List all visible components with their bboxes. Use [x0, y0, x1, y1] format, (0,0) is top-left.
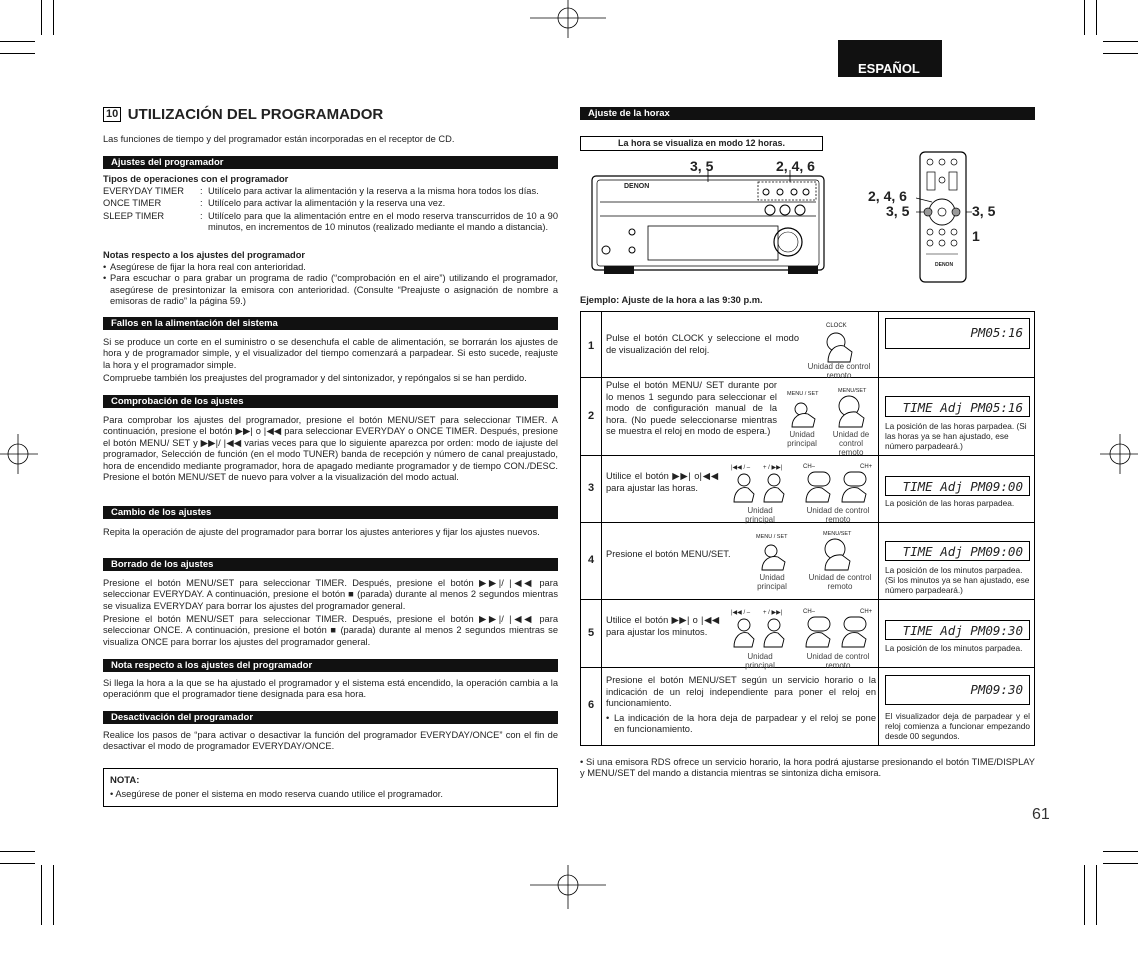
step-number: 5	[587, 627, 595, 639]
btn-label-chplus: CH+	[860, 464, 873, 470]
step-text: Pulse el botón CLOCK y seleccione el modo de visualización del reloj.	[606, 333, 799, 355]
ajuste-hora-header: Ajuste de la horax	[580, 107, 1035, 120]
lcd-display: TIME Adj PM09:30	[885, 620, 1030, 640]
borrado-text-2: Presione el botón MENU/SET para seleccionar TIMER. Después, presione el botón ▶▶|/ |◀◀ para seleccionar ONCE. A continuación, presione el botón ■ (parada) durante al menos 2 segundos mientras se visualiza ONCE para borrar los ajustes del programador general.	[103, 614, 558, 647]
comprobacion-text: Para comprobar los ajustes del programador, presione el botón MENU/SET para seleccionar TIMER. A continuación, presione el botón ▶▶| o |◀◀ para seleccionar EVERYDAY o ONCE TIMER. Después, presione el botón MENU/ SET y ▶▶|/ |◀◀ varias veces para que lo siguiente aparezca por orden: modo de iajuste del programador, Selección de función (en el modo TUNER) banda de recepción y número de canal preajustado, hora de encendido mediante programador, hora de apagado mediante programador y de tiempo CON./DESC. Presione el botón MENU/SET de nuevo para volver a la visualización del modo actual.	[103, 415, 558, 483]
hand-press-clock-icon	[822, 330, 858, 364]
borrado-text-1: Presione el botón MENU/SET para seleccionar TIMER. Después, presione el botón ▶▶|/ |◀◀ para seleccionar EVERYDAY. A continuación, presione el botón ■ (parada) durante al menos 2 segundos mientras se visualiza EVERYDAY para borrar los ajustes del programador general.	[103, 578, 558, 611]
timer-types-list	[103, 186, 558, 234]
btn-label-prev-main: |◀◀ / –	[731, 610, 751, 616]
timer-type-colon: :	[200, 210, 203, 221]
example-title: Ejemplo: Ajuste de la hora a las 9:30 p.m.	[580, 295, 763, 305]
timer-type-name: EVERYDAY TIMER	[103, 186, 184, 196]
callout-unit-right: 2, 4, 6	[776, 158, 815, 174]
fallos-text-1: Si se produce un corte en el suministro o se desenchufa el cable de alimentación, se borrarán los ajustes de hora y de programador simple, y el visualizador del tiempo comenzará a parpadear. Si esto sucede, reajuste la hora y el programador simple.	[103, 337, 558, 370]
timer-type-colon: :	[200, 186, 203, 196]
brand-label: DENON	[624, 183, 650, 190]
nota-respecto-text: Si llega la hora a la que se ha ajustado el programador y el sistema está encendido, la operación cambia a la operaciónm que el programador tiene designada para esa hora.	[103, 678, 558, 700]
timer-type-desc: Utilícelo para activar la alimentación y la reserva una vez.	[208, 198, 446, 209]
step-text: Presione el botón MENU/SET.	[606, 549, 731, 559]
remote-brand-label: DENON	[935, 262, 954, 268]
btn-label-next-main: + / ▶▶|	[763, 610, 783, 616]
timer-type-row	[103, 198, 558, 209]
registration-mark-right	[1100, 430, 1138, 478]
btn-label-next-main: + / ▶▶|	[763, 465, 783, 471]
timer-type-row	[103, 211, 558, 234]
timer-type-colon: :	[200, 198, 203, 209]
lcd-note: La posición de las horas parpadea.	[885, 498, 1015, 508]
btn-label-menuset-main: MENU / SET	[756, 534, 788, 540]
step-caption: Unidad de control remoto	[832, 430, 870, 457]
step-number: 1	[587, 340, 595, 352]
btn-label-chplus: CH+	[860, 609, 873, 615]
lcd-display: TIME Adj PM05:16	[885, 396, 1030, 417]
comprobacion-header: Comprobación de los ajustes	[103, 395, 558, 408]
hand-press-skip-main-icon	[730, 470, 790, 504]
hand-press-menuset-remote-icon	[834, 394, 866, 428]
cambio-header: Cambio de los ajustes	[103, 506, 558, 519]
types-title: Tipos de operaciones con el programador	[103, 174, 289, 184]
timer-type-desc: Utilícelo para que la alimentación entre en el modo reserva transcurridos de 10 a 90 minutos, en incrementos de 10 minutos (realizado mediante el mando a distancia).	[208, 210, 558, 233]
nota-box-text: • Asegúrese de poner el sistema en modo reserva cuando utilice el programador.	[110, 789, 443, 799]
hand-press-menuset-remote-icon	[820, 537, 854, 571]
step-text: Pulse el botón MENU/ SET durante por lo menos 1 segundo para seleccionar el modo de configuración manual de la hora. (No puede seleccionarse mientras se muestra el reloj en modo de espera.)	[606, 380, 777, 437]
note-item: • Asegúrese de fijar la hora real con anterioridad.	[103, 262, 558, 273]
lcd-note: El visualizador deja de parpadear y el reloj comienza a funcionar empezando desde 00 segundos.	[885, 711, 1030, 741]
btn-label-chminus: CH–	[803, 609, 816, 615]
step-caption: Unidad principal	[787, 430, 817, 448]
btn-label-menuset-main: MENU / SET	[787, 391, 819, 397]
btn-label-menuset-remote: MENU/SET	[823, 531, 852, 537]
section-intro: Las funciones de tiempo y del programador están incorporadas en el receptor de CD.	[103, 134, 455, 144]
step-caption: Unidad de control remoto	[806, 652, 870, 670]
step-caption: Unidad de control remoto	[807, 362, 871, 380]
lcd-note: La posición de las horas parpadea. (Si las horas ya se han ajustado, ese número parpadeará.)	[885, 421, 1027, 451]
lcd-display: TIME Adj PM09:00	[885, 541, 1030, 561]
step-caption: Unidad de control remoto	[808, 573, 872, 591]
hand-press-menuset-main-icon	[758, 540, 788, 572]
footnote: • Si una emisora RDS ofrece un servicio horario, la hora podrá ajustarse presionando el botón TIME/DISPLAY y MENU/SET del mando a distancia mientras se sintoniza dicha emisora.	[580, 757, 1035, 779]
callout-remote-c: 3, 5	[972, 203, 996, 219]
step-number: 4	[587, 554, 595, 566]
registration-mark-top	[530, 0, 610, 40]
hand-press-skip-main-icon	[730, 615, 790, 649]
desactivacion-text: Realice los pasos de “para activar o desactivar la función del programador EVERYDAY/ONCE” con el fin de desactivar el modo de programador EVERYDAY/ONCE.	[103, 730, 558, 752]
fallos-text-2: Compruebe también los preajustes del programador y del sintonizador, y repóngalos si se han perdido.	[103, 373, 527, 383]
btn-label-menuset-remote: MENU/SET	[838, 388, 867, 394]
lcd-display: PM09:30	[885, 675, 1030, 705]
section-number: 10	[103, 107, 121, 122]
nota-box-title: NOTA:	[110, 775, 140, 786]
language-tab-label: ESPAÑOL	[858, 61, 920, 76]
mode-label: La hora se visualiza en modo 12 horas.	[617, 138, 786, 148]
step-number: 3	[587, 482, 595, 494]
registration-mark-left	[0, 430, 40, 478]
lcd-note: La posición de los minutos parpadea. (Si los minutos ya se han ajustado, ese número parpadeará.)	[885, 565, 1030, 595]
timer-type-desc: Utilícelo para activar la alimentación y la reserva a la misma hora todos los días.	[208, 186, 539, 196]
language-tab	[838, 40, 942, 77]
desactivacion-header: Desactivación del programador	[103, 711, 558, 724]
callout-unit-left: 3, 5	[690, 158, 714, 174]
callout-remote-b: 3, 5	[886, 203, 910, 219]
step-text: Utilice el botón ▶▶| o |◀◀ para ajustar los minutos.	[606, 615, 719, 637]
lcd-display: PM05:16	[885, 318, 1030, 349]
callout-remote-d: 1	[972, 228, 980, 244]
step-caption: Unidad de control remoto	[806, 506, 870, 524]
btn-label-clock: CLOCK	[826, 323, 847, 329]
nota-box	[103, 768, 558, 807]
step-number: 6	[587, 699, 595, 711]
btn-label-chminus: CH–	[803, 464, 816, 470]
timer-type-row	[103, 186, 558, 197]
note-item: • Para escuchar o para grabar un programa de radio (“comprobación en el aire”) utilizando el programador, asegúrese de presintonizar la emisora con anterioridad. (Consulte “Preajuste o asignación de nombre a emisoras de radio” la página 59.)	[103, 273, 558, 307]
page-number: 61	[1032, 806, 1050, 823]
step-text: Presione el botón MENU/SET según un servicio horario o la indicación de un reloj independiente para poner el reloj en funcionamiento.	[606, 675, 876, 709]
step-caption: Unidad principal	[745, 506, 775, 524]
hand-press-ch-remote-icon	[800, 615, 874, 649]
section-title-text: UTILIZACIÓN DEL PROGRAMADOR	[127, 106, 384, 124]
callout-remote-a: 2, 4, 6	[868, 188, 907, 204]
section-title	[103, 106, 383, 124]
nota-respecto-header: Nota respecto a los ajustes del programador	[103, 659, 558, 672]
lcd-note: La posición de los minutos parpadea.	[885, 643, 1023, 653]
timer-type-name: ONCE TIMER	[103, 198, 162, 209]
step-bullet-text: La indicación de la hora deja de parpadear y el reloj se pone en funcionamiento.	[614, 713, 876, 735]
fallos-header: Fallos en la alimentación del sistema	[103, 317, 558, 330]
notes-title: Notas respecto a los ajustes del programador	[103, 250, 306, 260]
note-text: Para escuchar o para grabar un programa de radio (“comprobación en el aire”) utilizando el programador, asegúrese de presintonizar la emisora con anterioridad. (Consulte “Preajuste o asignación de nombre a emisoras de radio” la página 59.)	[110, 273, 558, 307]
note-text: Asegúrese de fijar la hora real con anterioridad.	[110, 262, 306, 272]
lcd-display: TIME Adj PM09:00	[885, 476, 1030, 496]
ajustes-header: Ajustes del programador	[103, 156, 558, 169]
step-caption: Unidad principal	[757, 573, 787, 591]
step-number: 2	[587, 410, 595, 422]
hand-press-menuset-main-icon	[788, 398, 818, 428]
step-text: Utilice el botón ▶▶| o|◀◀ para ajustar las horas.	[606, 471, 718, 493]
mode-label-box	[580, 136, 823, 151]
timer-type-name: SLEEP TIMER	[103, 210, 165, 221]
notes-list	[103, 262, 558, 308]
registration-mark-bottom	[530, 865, 610, 910]
step-caption: Unidad principal	[745, 652, 775, 670]
borrado-header: Borrado de los ajustes	[103, 558, 558, 571]
hand-press-ch-remote-icon	[800, 470, 874, 504]
step-bullet: • La indicación de la hora deja de parpadear y el reloj se pone en funcionamiento.	[606, 713, 876, 735]
cambio-text: Repita la operación de ajuste del programador para borrar los ajustes anteriores y fijar los ajustes nuevos.	[103, 527, 540, 537]
btn-label-prev-main: |◀◀ / –	[731, 465, 751, 471]
